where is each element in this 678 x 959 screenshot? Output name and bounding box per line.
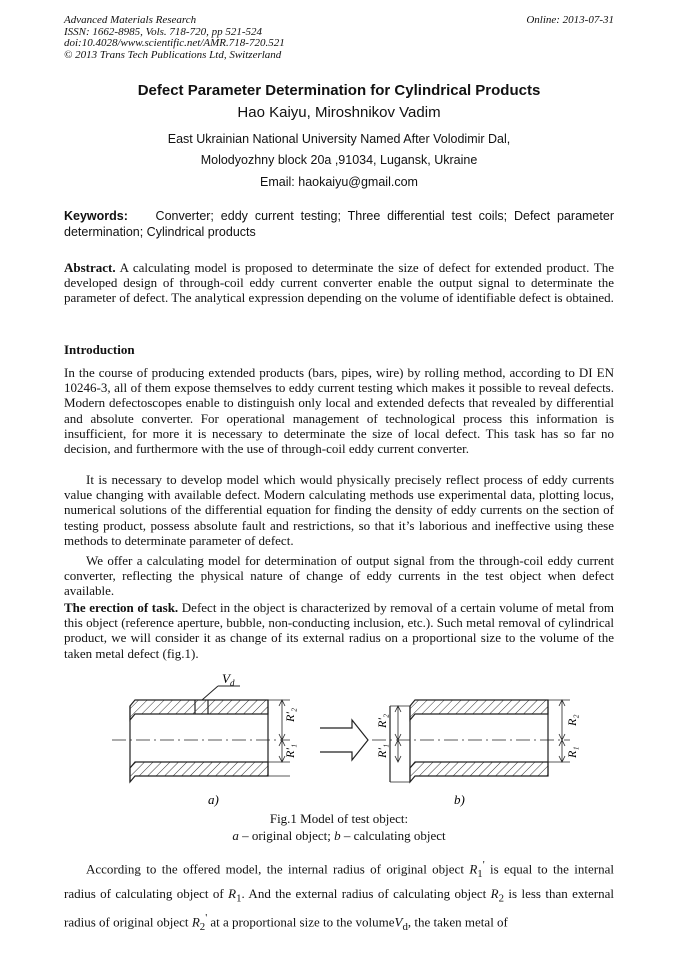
paper-title: Defect Parameter Determination for Cylindrical Products (137, 82, 541, 99)
journal-name: Advanced Materials Research (64, 14, 197, 26)
copyright: © 2013 Trans Tech Publications Ltd, Switzerland (64, 48, 282, 61)
affiliation-line2: Molodyozhny block 20a ,91034, Lugansk, Ukraine (200, 153, 478, 167)
figure-caption-line2: a – original object; b – calculating object (232, 828, 446, 843)
erection-label: The erection of task. (64, 600, 179, 615)
journal-header (64, 15, 285, 61)
section-heading-introduction: Introduction (64, 342, 135, 357)
figure-1-diagram (90, 672, 590, 810)
r1-prime-label-b: R'₁ (375, 743, 389, 758)
abstract-label: Abstract. (64, 260, 116, 275)
r1-prime-label-a: R'₁ (283, 743, 297, 758)
author-email: Email: haokaiyu@gmail.com (260, 175, 418, 189)
closing-paragraph: According to the offered model, the internal radius of original object $R_1'$ is equal to the internal radius of calculating object of $R_1$. And the external radius of calculating object $R_2$ is less than external radius of original object $R_2'$ at a proportional size to the volumeV$_d$, the taken metal of (64, 859, 614, 933)
erection-paragraph (64, 600, 614, 661)
keywords-label: Keywords: (64, 209, 128, 223)
intro-paragraph-3: We offer a calculating model for determination of output signal from the through-coil eddy current converter, reflecting the physical nature of change of eddy currents in the test object when defect available. (64, 553, 614, 599)
keywords-text: Converter; eddy current testing; Three differential test coils; Defect parameter determination; Cylindrical products (64, 209, 614, 239)
intro-paragraph-2: It is necessary to develop model which would physically precisely reflect process of eddy currents value changing with available defect. Modern calculating methods use experimental data, plotting locus, numerical solutions of the differential equation for finding the density of eddy currents on the section of testing product, possess absolute fault and restrictions, so that it’s laborious and ineffective using these methods to determinate parameter of defect. (64, 472, 614, 548)
authors: Hao Kaiyu, Miroshnikov Vadim (237, 104, 441, 121)
r2-prime-label-a: R'₂ (283, 707, 297, 722)
transform-arrow (320, 720, 368, 760)
erection-text: Defect in the object is characterized by removal of a certain volume of metal from this object (reference aperture, bubble, non-conducting inclusion, etc.). Such metal removal of cylindrical product, we will consider it as change of its external radius on a proportional size to the volume of the taken metal defect (fig.1). (64, 600, 615, 661)
abstract-text: A calculating model is proposed to determinate the size of defect for extended product. The developed design of through-coil eddy current converter enable the output signal to determinate the parameter of defect. The analytical expression depending on the volume of identifiable defect is obtained. (64, 260, 614, 306)
r1-label-b: R₁ (565, 746, 579, 758)
vd-label: $V_d$ (222, 672, 235, 688)
online-date: Online: 2013-07-31 (526, 14, 614, 26)
r2-prime-label-b: R'₂ (375, 713, 389, 728)
issn: ISSN: 1662-8985, Vols. 718-720, pp 521-524 (64, 25, 262, 38)
affiliation-line1: East Ukrainian National University Named After Volodimir Dal, (167, 132, 511, 146)
figure-caption-line1: Fig.1 Model of test object: (269, 811, 409, 826)
subfigure-label-a: a) (208, 792, 219, 807)
calculating-object-drawing (372, 700, 570, 782)
abstract (64, 260, 614, 306)
original-object-drawing (112, 686, 290, 782)
subfigure-label-b: b) (454, 792, 465, 807)
keywords (64, 208, 614, 240)
doi: doi:10.4028/www.scientific.net/AMR.718-720.521 (64, 37, 285, 49)
r2-label-b: R₂ (565, 714, 579, 726)
intro-paragraph-1: In the course of producing extended products (bars, pipes, wire) by rolling method, according to DI EN 10246-3, all of them expose themselves to eddy current testing which makes it possible to reveal defects. Modern defectoscopes enable to distinguish only local and extended defects that revealed by differential and absolute converter. For operational management of technological process this information is insufficient, for more it is necessary to determinate the size of local defect. This task has so far no decision, and furthermore with the use of through-coil eddy current converter. (64, 365, 614, 457)
